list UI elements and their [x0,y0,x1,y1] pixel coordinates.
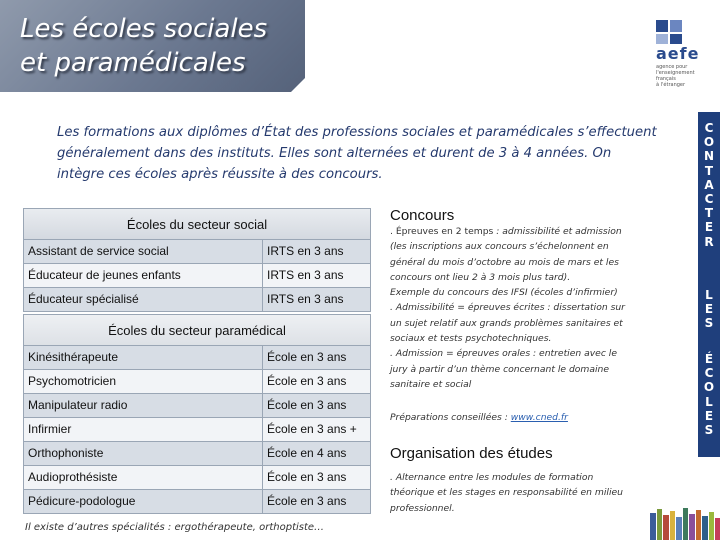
table-cell-value: École en 4 ans [267,446,347,460]
organisation-section [390,445,630,516]
paramedical-schools-table [23,314,371,514]
contact-sidebar[interactable] [698,112,720,457]
table-cell-name: Kinésithérapeute [24,346,263,369]
social-table-heading: Écoles du secteur social [23,208,371,240]
logo-name: aefe [656,44,700,63]
table-row [23,466,371,490]
table-cell-name: Assistant de service social [24,240,263,263]
intro-paragraph: Les formations aux diplômes d’État des professions sociales et paramédicales s’effectuent généralement dans des instituts. Elles sont alternées et durent de 3 à 4 années. On intègre ces écoles après réussite à des concours. [57,125,657,182]
table-cell-name: Orthophoniste [24,442,263,465]
concours-admission: . Admission = épreuves orales : entretien avec le jury à partir d’un thème concernant le domaine sanitaire et social [390,348,618,390]
table-row [23,442,371,466]
table-cell-value: École en 3 ans [267,374,347,388]
sidebar-word-contacter: C O N T A C T E R [703,121,715,249]
table-cell-value: École en 3 ans + [267,422,357,436]
organisation-text: . Alternance entre les modules de formation théorique et les stages en responsabilité en milieu professionnel. [390,472,624,514]
table-cell-value: École en 3 ans [267,398,347,412]
concours-section [390,207,630,392]
table-cell-name: Audioprothésiste [24,466,263,489]
aefe-logo [650,18,712,94]
table-row [23,418,371,442]
table-row [23,288,371,312]
concours-text: . Épreuves en 2 temps : admissibilité et admission (les inscriptions aux concours s’échelonnent en général du mois d’octobre au mois de mars et les concours ont lieu 2 à 3 mois plus tard). [390,226,622,283]
sidebar-word-ecoles: É C O L E S [703,352,715,438]
table-cell-name: Psychomotricien [24,370,263,393]
preparations-line [390,412,630,423]
table-row [23,240,371,264]
table-cell-name: Pédicure-podologue [24,490,263,513]
cned-link[interactable]: www.cned.fr [510,412,568,423]
table-row [23,346,371,370]
table-cell-name: Éducateur spécialisé [24,288,263,311]
social-schools-table [23,208,371,312]
table-cell-value: IRTS en 3 ans [267,268,344,282]
table-cell-value: École en 3 ans [267,494,347,508]
table-row [23,490,371,514]
table-row [23,394,371,418]
table-cell-name: Manipulateur radio [24,394,263,417]
banner-corner [291,78,305,92]
table-cell-value: École en 3 ans [267,350,347,364]
table-row [23,264,371,288]
books-icon [648,505,720,540]
page-title-line2: et paramédicales [20,48,246,78]
title-banner [0,0,308,95]
page-title-line1: Les écoles sociales [20,14,268,44]
preparations-label: Préparations conseillées : [390,412,511,423]
table-cell-name: Infirmier [24,418,263,441]
table-cell-value: IRTS en 3 ans [267,292,344,306]
paramedical-table-heading: Écoles du secteur paramédical [23,314,371,346]
table-cell-value: IRTS en 3 ans [267,244,344,258]
concours-example: Exemple du concours des IFSI (écoles d’infirmier) [390,287,618,299]
table-row [23,370,371,394]
logo-subtitle: agence pour l'enseignement français à l'étranger [656,64,695,88]
sidebar-word-les: L E S [704,288,714,331]
footnote: Il existe d’autres spécialités : ergothérapeute, orthoptiste… [25,522,325,533]
concours-admissibilite: . Admissibilité = épreuves écrites : dissertation sur un sujet relatif aux grands problèmes sanitaires et sociaux et tests psychotechniques. [390,302,625,345]
concours-title: Concours [390,207,455,224]
organisation-title: Organisation des études [390,445,553,462]
logo-mark-icon [654,18,684,46]
table-cell-name: Éducateur de jeunes enfants [24,264,263,287]
table-cell-value: École en 3 ans [267,470,347,484]
